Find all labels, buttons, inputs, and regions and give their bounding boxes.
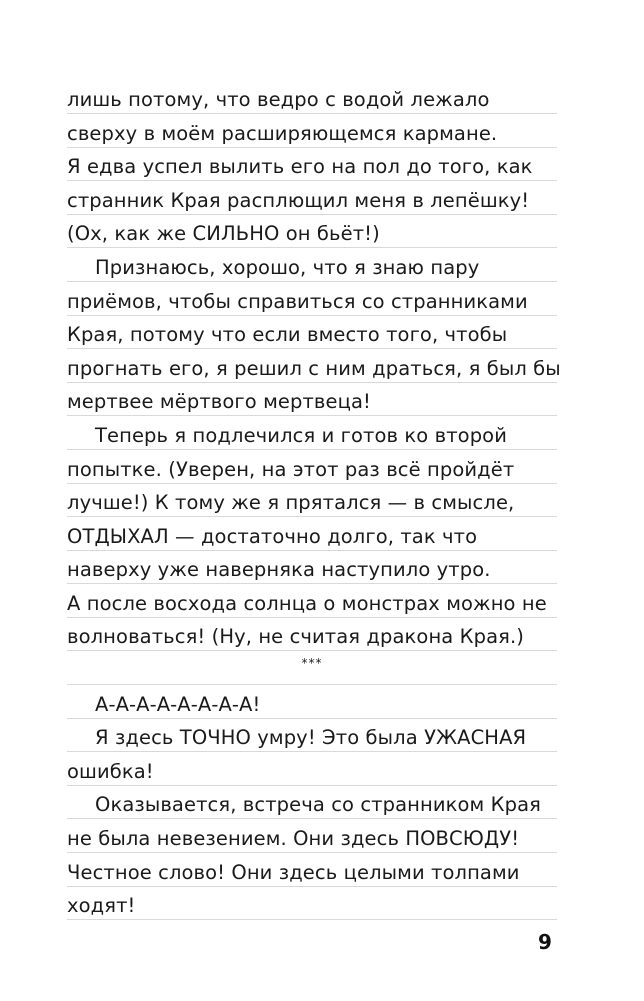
text-line [67, 618, 557, 652]
text-line [67, 719, 557, 753]
text-line [67, 887, 557, 921]
text-line [67, 181, 557, 215]
line-text: попытке. (Уверен, на этот раз всё пройдёт [67, 457, 515, 481]
line-text: волноваться! (Ну, не считая дракона Края.) [67, 625, 524, 649]
line-text: не была невезением. Они здесь ПОВСЮДУ! [67, 827, 520, 851]
text-line [67, 416, 557, 450]
line-text: прогнать его, я решил с ним драться, я был бы [67, 356, 561, 380]
text-line [67, 248, 557, 282]
text-line [67, 786, 557, 820]
line-text: Оказывается, встреча со странником Края [95, 793, 541, 817]
text-line [67, 584, 557, 618]
line-text: *** [301, 656, 323, 671]
line-text: лучше!) К тому же я прятался — в смысле, [67, 491, 515, 515]
text-line [67, 349, 561, 383]
line-text: Я здесь ТОЧНО умру! Это была УЖАСНАЯ [95, 726, 527, 750]
line-text: ОТДЫХАЛ — достаточно долго, так что [67, 524, 478, 548]
text-line [67, 819, 557, 853]
page-number: 9 [538, 930, 552, 954]
line-text: ошибка! [67, 759, 154, 783]
text-line [67, 383, 557, 417]
line-text: лишь потому, что ведро с водой лежало [67, 87, 490, 111]
text-line [67, 282, 557, 316]
text-line [67, 80, 557, 114]
lined-page-text [67, 80, 561, 920]
text-line [67, 215, 557, 249]
text-line [67, 685, 557, 719]
line-text: А-А-А-А-А-А-А-А! [95, 692, 261, 716]
text-line [67, 484, 557, 518]
text-line [67, 450, 557, 484]
line-text: (Ох, как же СИЛЬНО он бьёт!) [67, 222, 380, 246]
text-line [67, 517, 557, 551]
text-line [67, 853, 557, 887]
line-text: Края, потому что если вместо того, чтобы [67, 323, 508, 347]
line-text: Теперь я подлечился и готов ко второй [95, 423, 507, 447]
line-text: приёмов, чтобы справиться со странниками [67, 289, 528, 313]
line-text: наверху уже наверняка наступило утро. [67, 558, 491, 582]
line-text: Я едва успел вылить его на пол до того, как [67, 155, 533, 179]
line-text: Признаюсь, хорошо, что я знаю пару [95, 255, 480, 279]
text-line [67, 148, 557, 182]
section-separator [67, 651, 557, 685]
line-text: странник Края расплющил меня в лепёшку! [67, 188, 530, 212]
line-text: Честное слово! Они здесь целыми толпами [67, 860, 520, 884]
text-line [67, 114, 557, 148]
line-text: А после восхода солнца о монстрах можно не [67, 591, 547, 615]
line-text: ходят! [67, 894, 136, 918]
text-line [67, 752, 557, 786]
text-line [67, 551, 557, 585]
line-text: мертвее мёртвого мертвеца! [67, 390, 371, 414]
text-line [67, 316, 557, 350]
line-text: сверху в моём расширяющемся кармане. [67, 121, 498, 145]
